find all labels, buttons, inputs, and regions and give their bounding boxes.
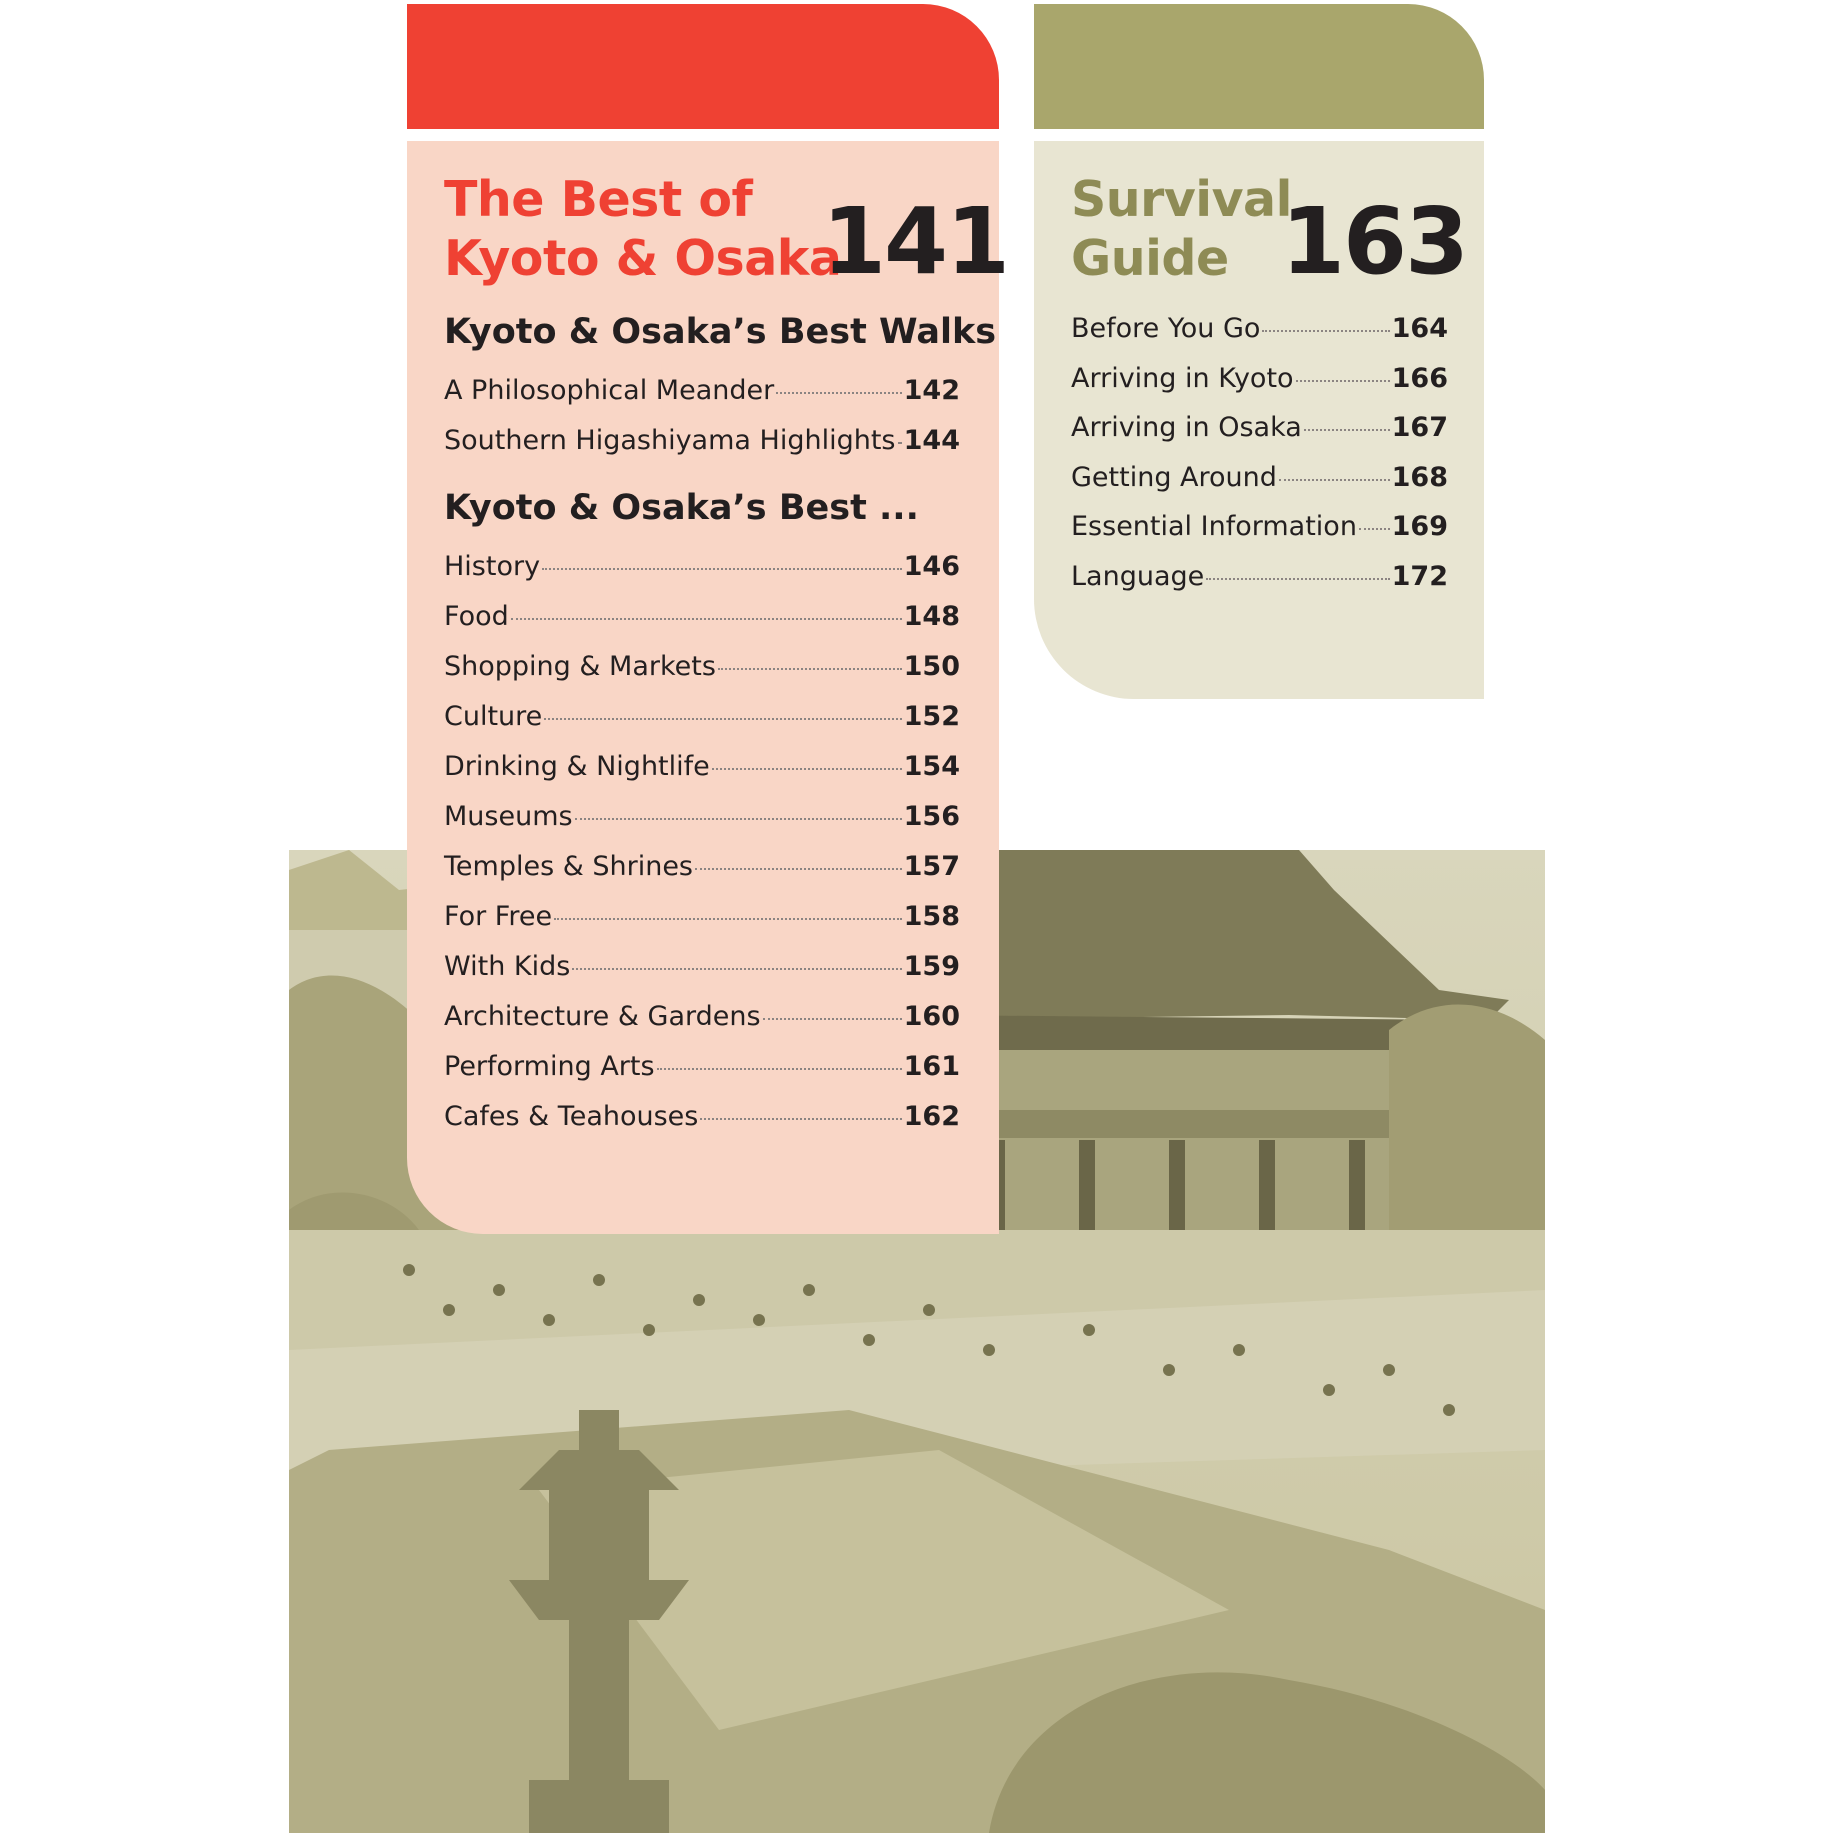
best-of-entry-page: 146	[903, 551, 960, 582]
dot-leader	[1304, 429, 1390, 431]
best-of-entry[interactable]	[444, 842, 960, 892]
best-of-entry-page: 160	[903, 1001, 960, 1032]
best-of-entry[interactable]	[444, 642, 960, 692]
best-of-entry-page: 157	[903, 851, 960, 882]
dot-leader	[575, 818, 902, 820]
dot-leader	[542, 568, 902, 570]
walk-entry-page: 144	[903, 425, 960, 456]
best-of-entry[interactable]	[444, 1092, 960, 1142]
best-of-page-number: 141	[822, 188, 1009, 295]
best-of-entry[interactable]	[444, 992, 960, 1042]
best-walks-list	[444, 366, 960, 466]
best-of-entry[interactable]	[444, 692, 960, 742]
best-of-entry-page: 161	[903, 1051, 960, 1082]
best-of-entry-page: 152	[903, 701, 960, 732]
best-walks-heading: Kyoto & Osaka’s Best Walks	[444, 312, 997, 352]
best-of-entry-label: Food	[444, 601, 509, 632]
dot-leader	[1262, 330, 1389, 332]
best-of-entry[interactable]	[444, 892, 960, 942]
best-of-title-line2: Kyoto & Osaka	[444, 230, 842, 287]
survival-entry[interactable]	[1071, 403, 1448, 453]
best-of-entry[interactable]	[444, 592, 960, 642]
dot-leader	[898, 442, 902, 444]
dot-leader	[695, 868, 902, 870]
dot-leader	[1206, 578, 1389, 580]
survival-entry-label: Arriving in Osaka	[1071, 412, 1302, 443]
best-of-entry-page: 150	[903, 651, 960, 682]
walk-entry[interactable]	[444, 416, 960, 466]
best-of-entry-label: Performing Arts	[444, 1051, 655, 1082]
best-of-entry-label: Cafes & Teahouses	[444, 1101, 699, 1132]
dot-leader	[718, 668, 902, 670]
best-of-entry-label: Museums	[444, 801, 573, 832]
survival-title-line2: Guide	[1071, 230, 1229, 287]
survival-list	[1071, 304, 1448, 601]
dot-leader	[544, 718, 901, 720]
walk-entry[interactable]	[444, 366, 960, 416]
dot-leader	[511, 618, 902, 620]
survival-entry[interactable]	[1071, 453, 1448, 503]
best-of-entry-label: Culture	[444, 701, 543, 732]
dot-leader	[776, 392, 901, 394]
best-of-entry-label: Shopping & Markets	[444, 651, 716, 682]
survival-page-number: 163	[1281, 188, 1468, 295]
survival-entry[interactable]	[1071, 354, 1448, 404]
survival-entry-page: 168	[1391, 461, 1448, 493]
best-of-entry-page: 159	[903, 951, 960, 982]
best-of-entry-page: 156	[903, 801, 960, 832]
dot-leader	[763, 1018, 902, 1020]
survival-tab	[1034, 4, 1484, 129]
best-of-title	[444, 170, 841, 288]
best-of-entry-label: Temples & Shrines	[444, 851, 693, 882]
best-of-entry-page: 158	[903, 901, 960, 932]
best-of-entry[interactable]	[444, 792, 960, 842]
best-of-entry[interactable]	[444, 942, 960, 992]
dot-leader	[1359, 528, 1390, 530]
survival-entry-page: 167	[1391, 412, 1448, 443]
best-of-entry-label: History	[444, 551, 541, 582]
survival-entry-label: Language	[1071, 560, 1205, 592]
dot-leader	[572, 968, 901, 970]
survival-entry-label: Arriving in Kyoto	[1071, 362, 1294, 394]
survival-entry[interactable]	[1071, 304, 1448, 354]
survival-entry-label: Essential Information	[1071, 511, 1357, 542]
survival-title	[1071, 170, 1292, 288]
best-of-entry-page: 154	[903, 751, 960, 782]
best-of-entry[interactable]	[444, 1042, 960, 1092]
survival-entry-page: 166	[1391, 362, 1448, 394]
survival-entry-page: 172	[1391, 560, 1448, 592]
dot-leader	[1279, 479, 1390, 481]
dot-leader	[712, 768, 902, 770]
dot-leader	[700, 1118, 901, 1120]
best-of-entry[interactable]	[444, 542, 960, 592]
walk-entry-label: A Philosophical Meander	[444, 375, 775, 406]
best-of-entry[interactable]	[444, 742, 960, 792]
walk-entry-label: Southern Higashiyama Highlights	[444, 425, 896, 456]
walk-entry-page: 142	[903, 375, 960, 406]
survival-title-line1: Survival	[1071, 171, 1292, 228]
dot-leader	[1296, 380, 1390, 382]
best-of-entry-label: For Free	[444, 901, 553, 932]
best-of-list	[444, 542, 960, 1142]
best-of-entry-label: With Kids	[444, 951, 571, 982]
best-of-heading: Kyoto & Osaka’s Best ...	[444, 488, 919, 528]
best-of-entry-page: 148	[903, 601, 960, 632]
best-of-tab	[407, 4, 999, 129]
survival-entry[interactable]	[1071, 502, 1448, 552]
best-of-title-line1: The Best of	[444, 171, 753, 228]
dot-leader	[657, 1068, 902, 1070]
survival-entry-page: 164	[1391, 313, 1448, 344]
best-of-entry-label: Drinking & Nightlife	[444, 751, 710, 782]
best-of-entry-label: Architecture & Gardens	[444, 1001, 761, 1032]
best-of-entry-page: 162	[903, 1101, 960, 1132]
survival-entry-page: 169	[1391, 511, 1448, 542]
survival-entry-label: Getting Around	[1071, 461, 1277, 493]
survival-entry-label: Before You Go	[1071, 313, 1261, 344]
survival-entry[interactable]	[1071, 552, 1448, 602]
dot-leader	[554, 918, 902, 920]
